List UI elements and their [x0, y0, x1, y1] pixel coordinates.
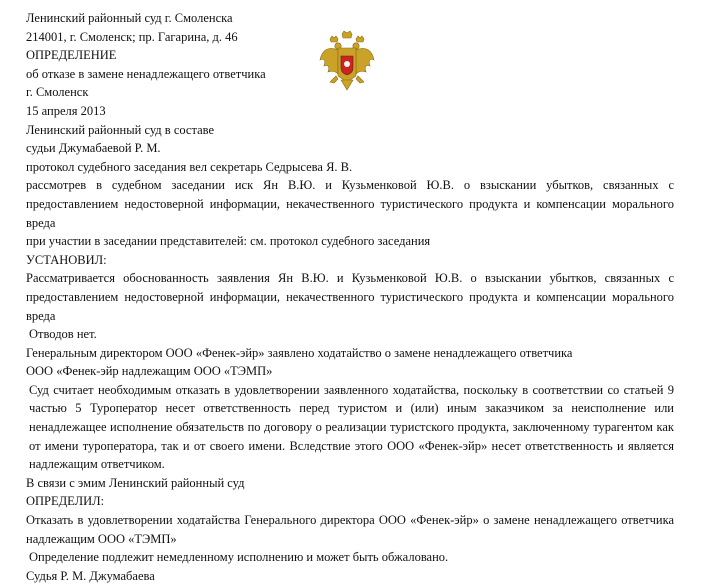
coat-of-arms-emblem-icon	[318, 30, 376, 92]
determined-heading: ОПРЕДЕЛИЛ:	[26, 494, 105, 509]
court-name: Ленинский районный суд г. Смоленска	[26, 11, 233, 25]
considered-paragraph: рассмотрев в судебном заседании иск Ян В.Ю. и Кузьменковой Ю.В. о взыскании убытков, связанных с предоставлением недостоверной информации, некачественного туристического продукта и компенсации морального вреда	[26, 178, 674, 230]
motion-line-1: Генеральным директором ООО «Фенек-эйр» заявлено ходатайство о замене ненадлежащего ответчика	[26, 345, 573, 360]
court-ruling-document	[26, 9, 674, 585]
signature-line: Судья Р. М. Джумабаева	[26, 568, 155, 583]
document-type: ОПРЕДЕЛЕНИЕ	[26, 48, 117, 63]
document-subject: об отказе в замене ненадлежащего ответчика	[26, 66, 266, 81]
document-date: 15 апреля 2013	[26, 103, 106, 118]
participants-line: при участии в заседании представителей: см. протокол судебного заседания	[26, 234, 431, 249]
refuse-paragraph: Отказать в удовлетворении ходатайства Генерального директора ООО «Фенек-эйр» о замене ненадлежащего ответчика надлежащим ООО «ТЭМП»	[26, 513, 674, 546]
court-address: 214001, г. Смоленск; пр. Гагарина, д. 46	[26, 29, 238, 44]
city: г. Смоленск	[26, 85, 89, 100]
in-connection-line: В связи с эмим Ленинский районный суд	[26, 475, 245, 490]
court-reasoning-paragraph: Суд считает необходимым отказать в удовлетворении заявленного ходатайства, поскольку в соответствии со статьей 9 частью 5 Туроператор несет ответственность перед туристом и (или) иным заказчиком за неисполнение или ненадлежащее исполнение обязательств по договору о реализации туристского продукта, заключенному турагентом как от имени туроператора, так и от своего имени. Вследствие этого ООО «Фенек-эйр» несет ответственность и является надлежащим ответчиком.	[29, 382, 674, 472]
reviewed-paragraph: Рассматривается обоснованность заявления Ян В.Ю. и Кузьменковой Ю.В. о взыскании убытков, связанных с предоставлением недостоверной информации, некачественного туристического продукта и компенсации морального вреда	[26, 271, 674, 323]
secretary-line: протокол судебного заседания вел секретарь Седрысева Я. В.	[26, 159, 353, 174]
no-challenges-line: Отводов нет.	[29, 327, 97, 342]
judge-line: судьи Джумабаевой Р. М.	[26, 141, 161, 156]
established-heading: УСТАНОВИЛ:	[26, 252, 107, 267]
court-composition: Ленинский районный суд в составе	[26, 122, 215, 137]
enforcement-line: Определение подлежит немедленному исполнению и может быть обжаловано.	[29, 550, 449, 565]
motion-line-2: ООО «Фенек-эйр надлежащим ООО «ТЭМП»	[26, 364, 273, 379]
